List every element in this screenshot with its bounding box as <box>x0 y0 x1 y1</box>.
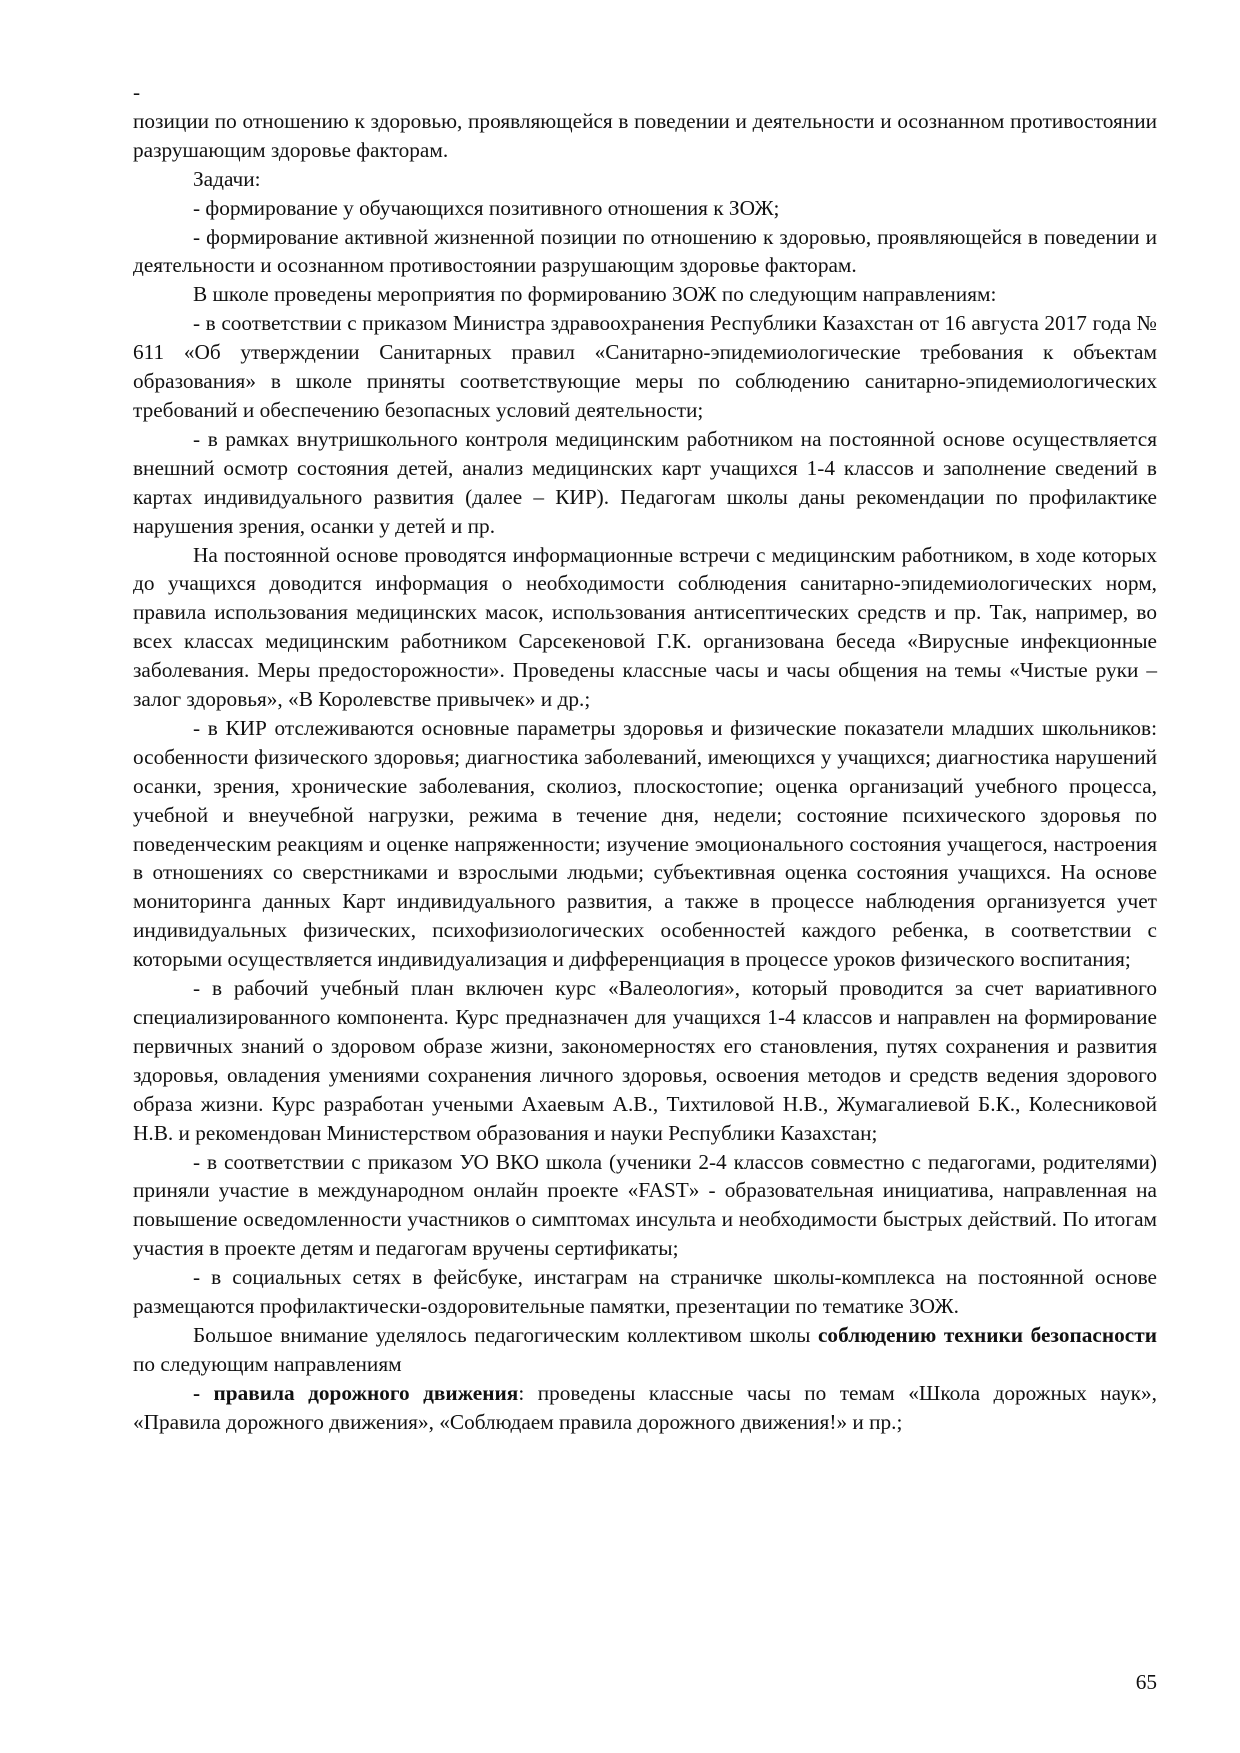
paragraph-info-meetings: На постоянной основе проводятся информационные встречи с медицинским работником, в ходе которых до учащихся доводится информация о необходимости соблюдения санитарно-эпидемиологических норм, правила использования медицинских масок, использования антисептических средств и пр. Так, например, во всех классах медицинским работником Сарсекеновой Г.К. организована беседа «Вирусные инфекционные заболевания. Меры предосторожности». Проведены классные часы и часы общения на темы «Чистые руки – залог здоровья», «В Королевстве привычек» и др.; <box>133 542 1157 712</box>
traffic-text-after: : проведены классные часы по темам «Школа дорожных наук», «Правила дорожного движения», «Соблюдаем правила дорожного движения!» и пр.; <box>133 1380 1157 1434</box>
tasks-heading: Задачи: <box>193 166 261 191</box>
directions-intro: В школе проведены мероприятия по формированию ЗОЖ по следующим направлениям: <box>193 282 997 307</box>
paragraph-social-networks: - в социальных сетях в фейсбуке, инстаграм на страничке школы-комплекса на постоянной основе размещаются профилактически-оздоровительные памятки, презентации по тематике ЗОЖ. <box>133 1265 1157 1319</box>
paragraph-valeology-course: - в рабочий учебный план включен курс «Валеология», который проводится за счет вариативного специализированного компонента. Курс предназначен для учащихся 1-4 классов и направлен на формирование первичных знаний о здоровом образе жизни, закономерностях его становления, путях сохранения и развития здоровья, овладения умениями сохранения личного здоровья, освоения методов и средств ведения здорового образа жизни. Курс разработан учеными Ахаевым А.В., Тихтиловой Н.В., Жумагалиевой Б.К., Колесниковой Н.В. и рекомендован Министерством образования и науки Республики Казахстан; <box>133 976 1157 1145</box>
task-item-1: - формирование у обучающихся позитивного отношения к ЗОЖ; <box>193 195 780 220</box>
safety-bold-phrase: соблюдению техники безопасности <box>817 1322 1157 1347</box>
page-number: 65 <box>1135 1670 1157 1694</box>
paragraph-sanitary-rules: - в соответствии с приказом Министра здравоохранения Республики Казахстан от 16 августа 2017 года № 611 «Об утверждении Санитарных правил «Санитарно-эпидемиологические требования к объектам образования» в школе приняты соответствующие меры по соблюдению санитарно-эпидемиологических требований и обеспечению безопасных условий деятельности; <box>133 311 1157 422</box>
paragraph-fast-project: - в соответствии с приказом УО ВКО школа (ученики 2-4 классов совместно с педагогами, родителями) приняли участие в международном онлайн проекте «FAST» - образовательная инициатива, направленная на повышение осведомленности участников о симптомах инсульта и необходимости быстрых действий. По итогам участия в проекте детям и педагогам вручены сертификаты; <box>133 1149 1157 1261</box>
leading-dash: - <box>133 80 141 104</box>
safety-text-after: по следующим направлениям <box>133 1351 402 1376</box>
document-body <box>133 78 1157 1437</box>
paragraph-safety <box>133 1321 1157 1379</box>
safety-text-before: Большое внимание уделялось педагогическим коллективом школы <box>193 1322 818 1347</box>
paragraph-kir-parameters: - в КИР отслеживаются основные параметры здоровья и физические показатели младших школьников: особенности физического здоровья; диагностика заболеваний, имеющихся у учащихся; диагностика нарушений осанки, зрения, хронические заболевания, сколиоз, плоскостопие; оценка организаций учебного процесса, учебной и внеучебной нагрузки, режима в течение дня, недели; состояние психического здоровья по поведенческим реакциям и оценке напряженности; изучение эмоционального состояния учащегося, настроения в отношениях со сверстниками и взрослыми людьми; субъективная оценка состояния учащихся. На основе мониторинга данных Карт индивидуального развития, а также в процессе наблюдения организуется учет индивидуальных физических, психофизиологических особенностей каждого ребенка, в соответствии с которыми осуществляется индивидуализация и дифференциация в процессе уроков физического воспитания; <box>133 715 1157 972</box>
paragraph-internal-control: - в рамках внутришкольного контроля медицинским работником на постоянной основе осуществляется внешний осмотр состояния детей, анализ медицинских карт учащихся 1-4 классов и заполнение сведений в картах индивидуального развития (далее – КИР). Педагогам школы даны рекомендации по профилактике нарушения зрения, осанки у детей и пр. <box>133 426 1157 538</box>
task-item-2: - формирование активной жизненной позиции по отношению к здоровью, проявляющейся в поведении и деятельности и осознанном противостоянии разрушающим здоровье факторам. <box>133 224 1157 278</box>
paragraph-continuation: позиции по отношению к здоровью, проявляющейся в поведении и деятельности и осознанном противостоянии разрушающим здоровье факторам. <box>133 108 1157 162</box>
traffic-bold-phrase: - правила дорожного движения <box>193 1380 519 1405</box>
paragraph-traffic-rules <box>133 1379 1157 1437</box>
